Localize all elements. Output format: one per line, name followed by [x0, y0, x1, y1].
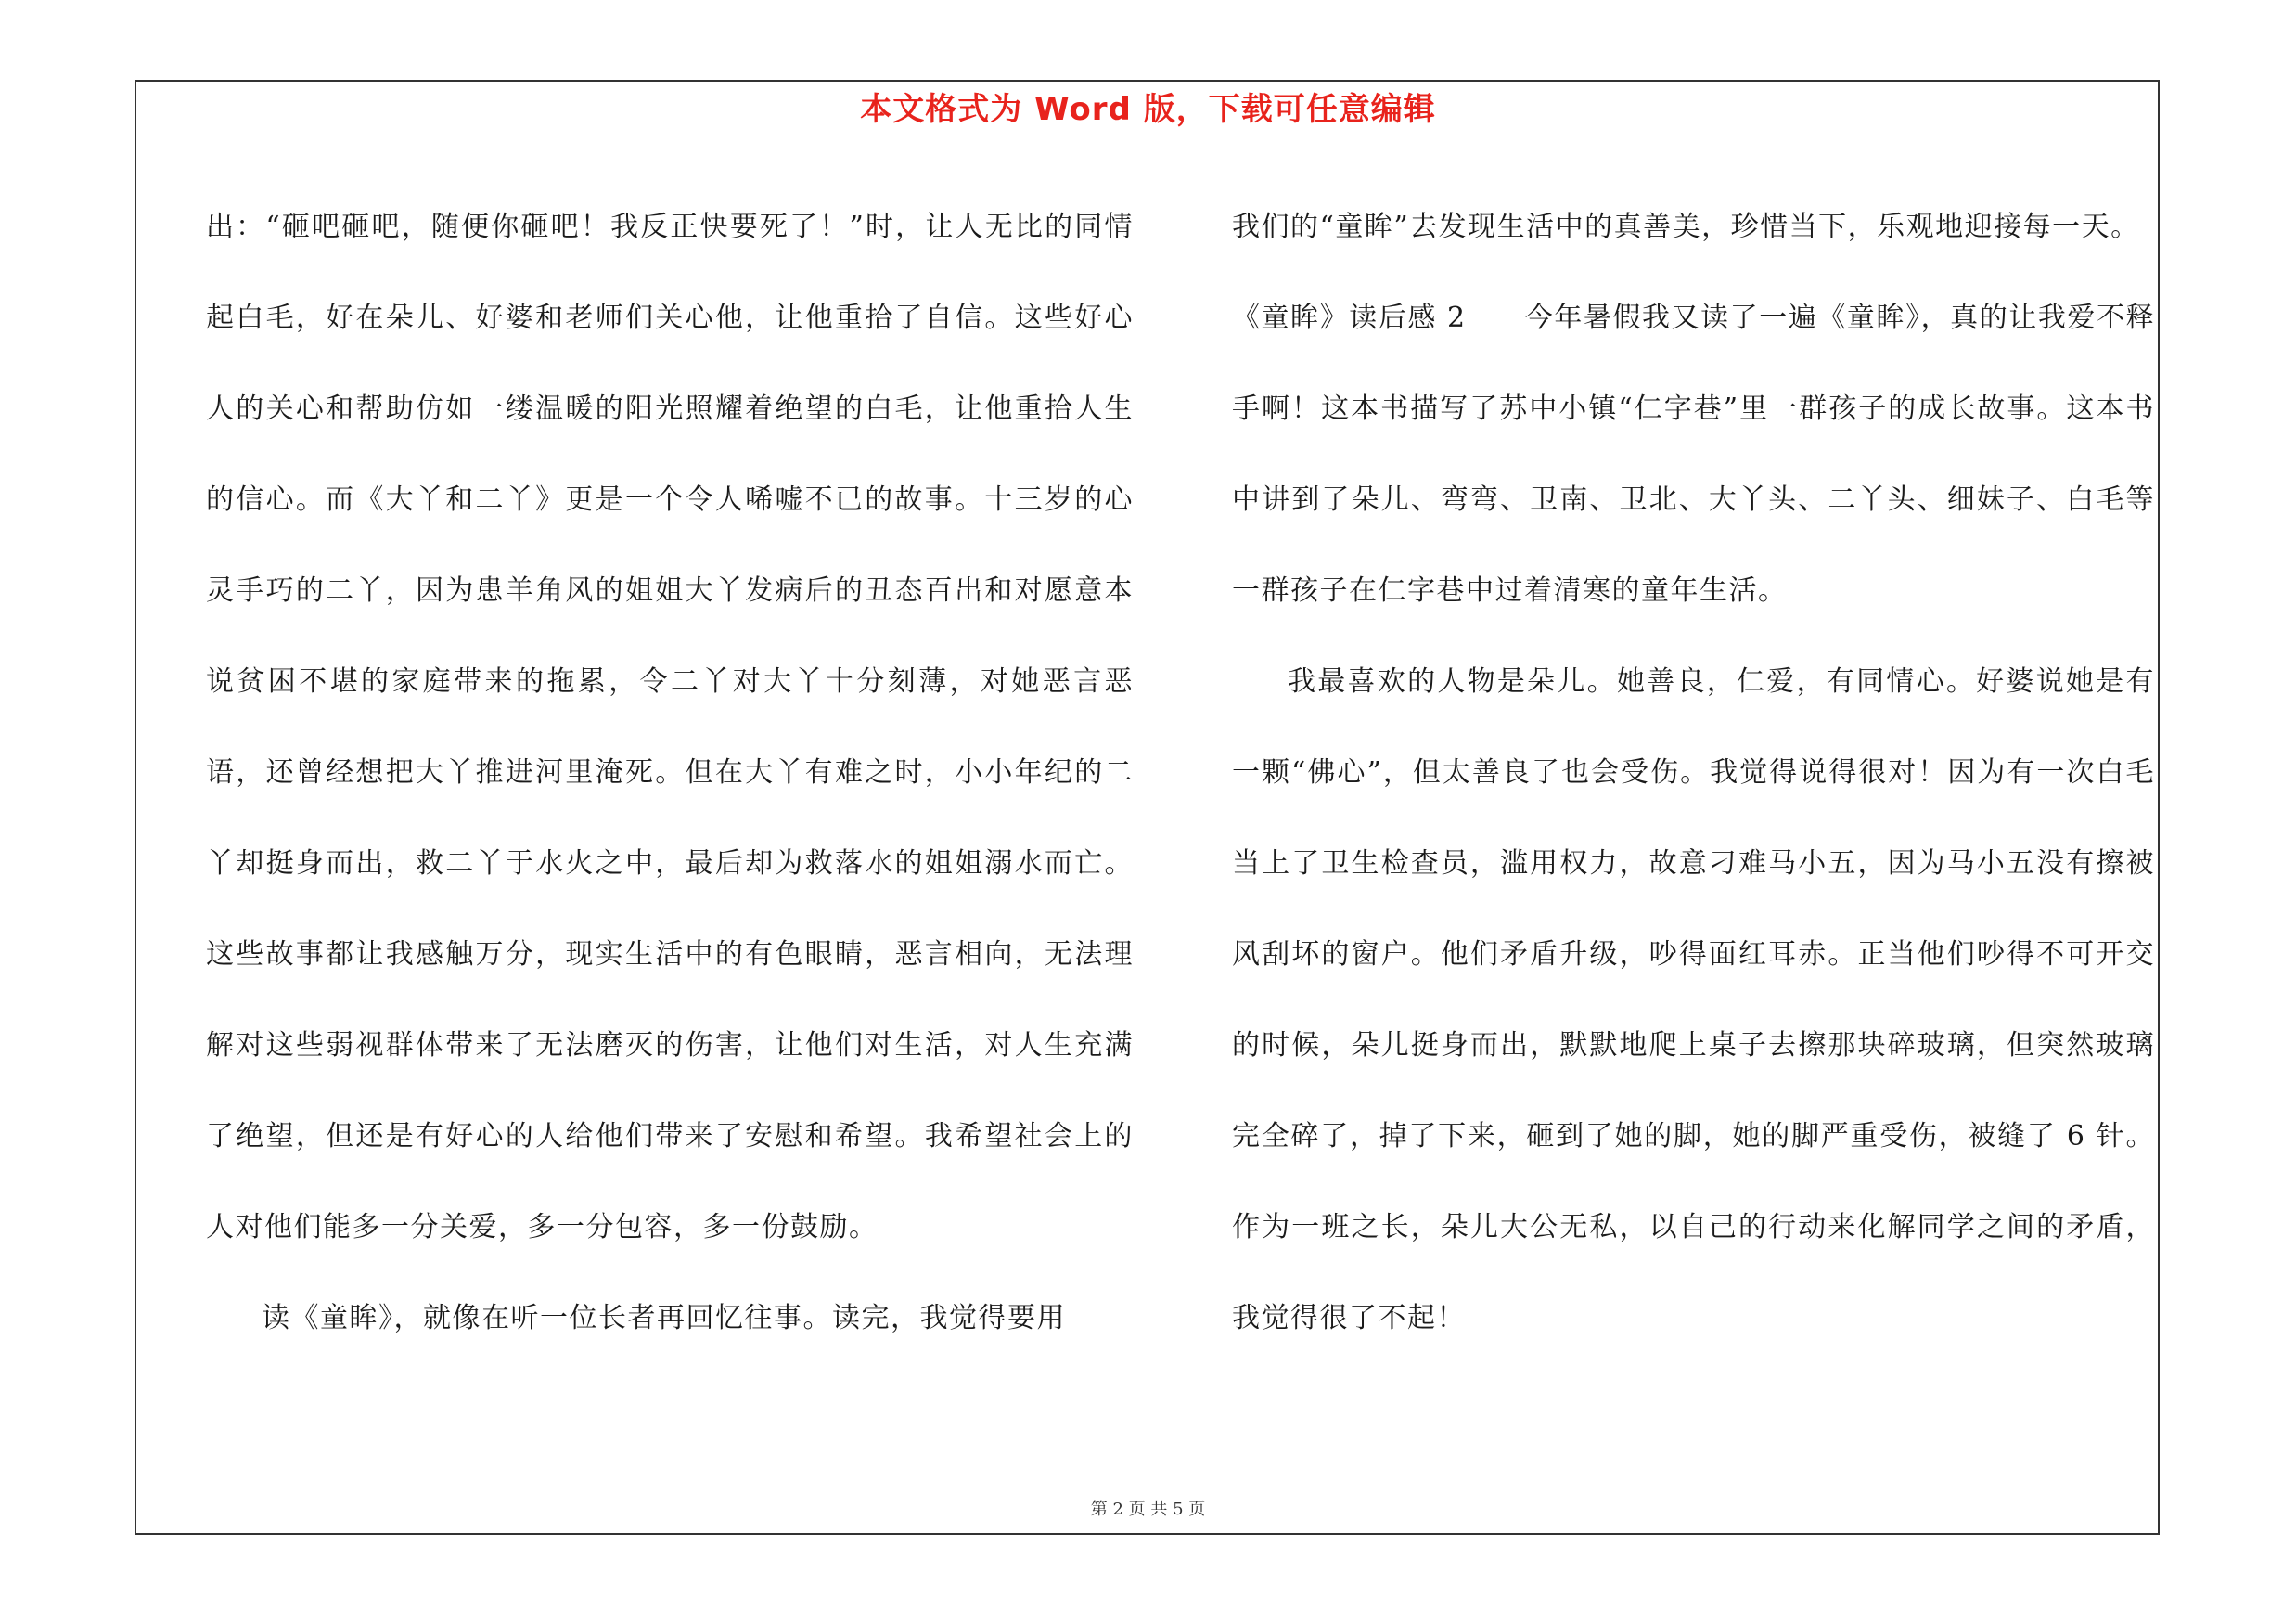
- left-column: [206, 182, 1134, 1364]
- right-column: [1232, 182, 2155, 1364]
- left-paragraph-2: 读《童眸》，就像在听一位长者再回忆往事。读完，我觉得要用: [262, 1302, 1066, 1334]
- right-paragraph-3: 我最喜欢的人物是朵儿。她善良，仁爱，有同情心。好婆说她是有一颗“佛心”，但太善良了也会受伤。我觉得说得很对！因为有一次白毛当上了卫生检查员，滥用权力，故意刁难马小五，因为马小五没有擦被风刮坏的窗户。他们矛盾升级，吵得面红耳赤。正当他们吵得不可开交的时候，朵儿挺身而出，默默地爬上桌子去擦那块碎玻璃，但突然玻璃完全碎了，掉了下来，砸到了她的脚，她的脚严重受伤，被缝了 6 针。作为一班之长，朵儿大公无私，以自己的行动来化解同学之间的矛盾，我觉得很了不起！: [1232, 665, 2155, 1334]
- header-banner: 本文格式为 Word 版，下载可任意编辑: [860, 91, 1436, 128]
- right-paragraph-2: 《童眸》读后感 2 今年暑假我又读了一遍《童眸》，真的让我爱不释手啊！这本书描写了苏中小镇“仁字巷”里一群孩子的成长故事。这本书中讲到了朵儿、弯弯、卫南、卫北、大丫头、二丫头、细妹子、白毛等一群孩子在仁字巷中过着清寒的童年生活。: [1232, 302, 2155, 607]
- left-paragraph-1: 出：“砸吧砸吧，随便你砸吧！我反正快要死了！”时，让人无比的同情起白毛，好在朵儿、好婆和老师们关心他，让他重拾了自信。这些好心人的关心和帮助仿如一缕温暖的阳光照耀着绝望的白毛，让他重拾人生的信心。而《大丫和二丫》更是一个令人唏嘘不已的故事。十三岁的心灵手巧的二丫，因为患羊角风的姐姐大丫发病后的丑态百出和对愿意本说贫困不堪的家庭带来的拖累，令二丫对大丫十分刻薄，对她恶言恶语，还曾经想把大丫推进河里淹死。但在大丫有难之时，小小年纪的二丫却挺身而出，救二丫于水火之中，最后却为救落水的姐姐溺水而亡。这些故事都让我感触万分，现实生活中的有色眼睛，恶言相向，无法理解对这些弱视群体带来了无法磨灭的伤害，让他们对生活，对人生充满了绝望，但还是有好心的人给他们带来了安慰和希望。我希望社会上的人对他们能多一分关爱，多一分包容，多一份鼓励。: [206, 211, 1134, 1243]
- right-paragraph-1: 我们的“童眸”去发现生活中的真善美，珍惜当下，乐观地迎接每一天。: [1232, 211, 2140, 243]
- page-number-footer: 第 2 页 共 5 页: [1090, 1500, 1206, 1519]
